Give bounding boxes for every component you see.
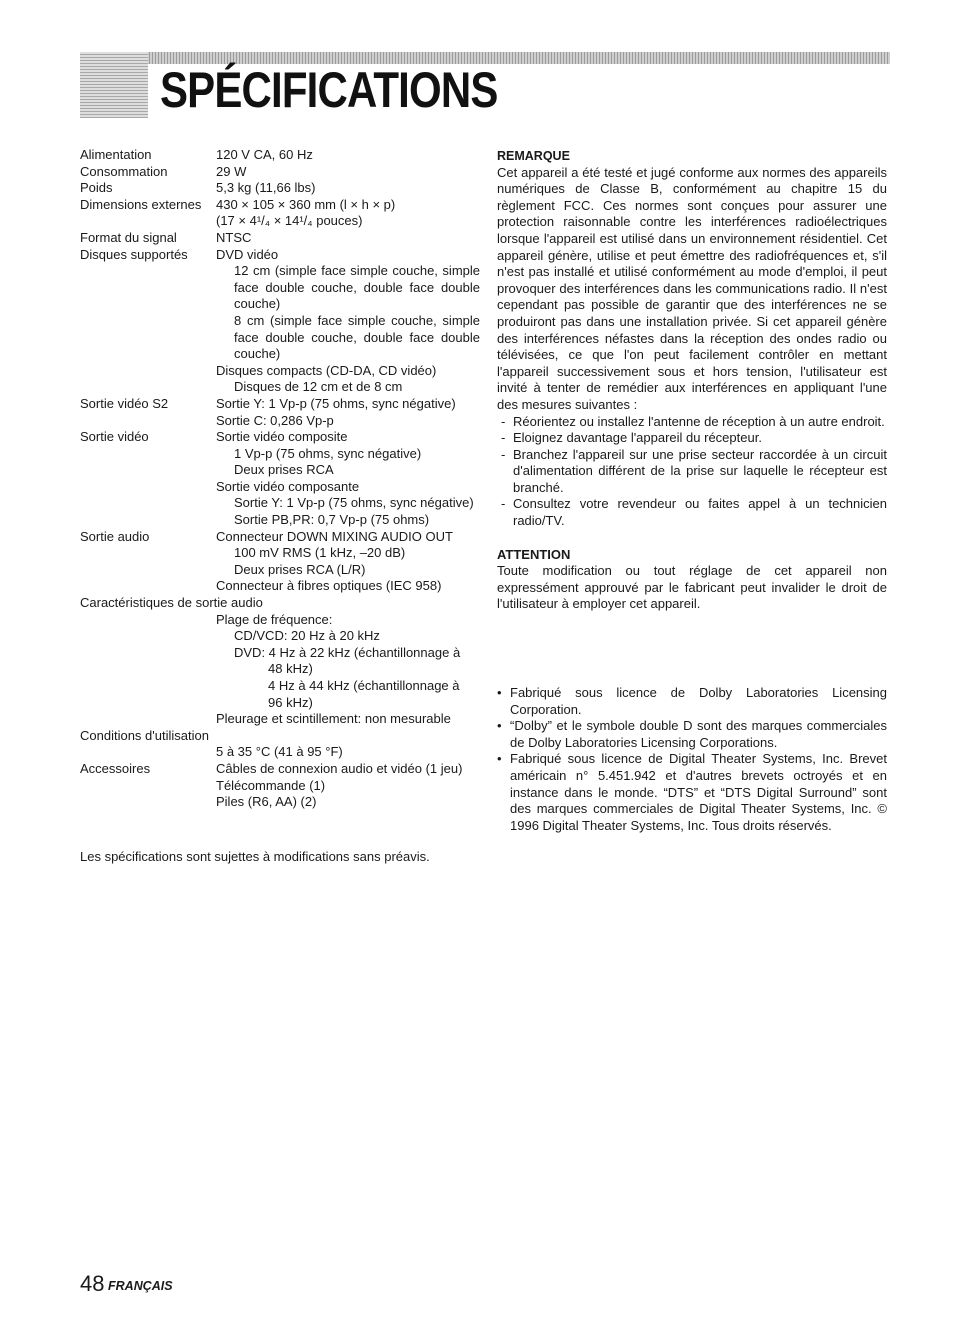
header-block	[80, 52, 148, 118]
page-title: SPÉCIFICATIONS	[160, 62, 498, 118]
trademark-note: • Fabriqué sous licence de Digital Theater Systems, Inc. Brevet américain n° 5.451.942 et d'autres brevets octroyés et en instance dans le monde. “DTS” et “DTS Digital Surround” sont des marques commerciales de Digital Theater Systems, Inc. © 1996 Digital Theater Systems, Inc. Tous droits réservés.	[510, 751, 887, 834]
spec-label: Sortie vidéo S2	[80, 395, 169, 411]
spec-value: CD/VCD: 20 Hz à 20 kHz	[234, 628, 380, 644]
spec-label: Disques supportés	[80, 246, 188, 262]
spec-value: Deux prises RCA	[234, 462, 334, 478]
spec-value: 48 kHz)	[268, 661, 313, 677]
spec-label: Poids	[80, 180, 113, 196]
spec-label: Conditions d'utilisation	[80, 727, 209, 743]
spec-label: Format du signal	[80, 229, 177, 245]
spec-value: Disques de 12 cm et de 8 cm	[234, 379, 403, 395]
remarque-measure: - Réorientez ou installez l'antenne de réception à un autre endroit.	[513, 414, 887, 431]
spec-value: 100 mV RMS (1 kHz, –20 dB)	[234, 545, 406, 561]
spec-entry	[80, 247, 480, 396]
spec-value: 29 W	[216, 163, 247, 179]
spec-entry	[80, 396, 480, 429]
remarque-measure: - Eloignez davantage l'appareil du récepteur.	[513, 430, 887, 447]
remarque-measure: - Consultez votre revendeur ou faites appel à un technicien radio/TV.	[513, 496, 887, 529]
spec-value: 96 kHz)	[268, 694, 313, 710]
spec-entry	[80, 230, 480, 247]
spec-entry	[80, 728, 480, 761]
specifications-footnote: Les spécifications sont sujettes à modifications sans préavis.	[80, 849, 430, 864]
spec-value: 5,3 kg (11,66 lbs)	[216, 180, 316, 196]
spec-value: Télécommande (1)	[216, 777, 326, 793]
spec-label: Caractéristiques de sortie audio	[80, 595, 263, 611]
spec-entry	[80, 595, 480, 728]
spec-value: 4 Hz à 44 kHz (échantillonnage à	[268, 678, 460, 693]
spec-label: Accessoires	[80, 760, 151, 776]
spec-value: 5 à 35 °C (41 à 95 °F)	[216, 744, 343, 760]
spec-value: Sortie vidéo composite	[216, 429, 348, 445]
remarque-measure: - Branchez l'appareil sur une prise secteur raccordée à un circuit d'alimentation différent de la prise sur laquelle le récepteur est branché.	[513, 447, 887, 497]
spec-entry	[80, 164, 480, 181]
spec-value: 430 × 105 × 360 mm (l × h × p)	[216, 196, 396, 212]
spec-value: (17 × 4¹/₄ × 14¹/₄ pouces)	[216, 213, 363, 229]
attention-heading: ATTENTION	[497, 546, 571, 562]
page-language: FRANÇAIS	[108, 1279, 173, 1293]
trademark-note: • “Dolby” et le symbole double D sont des marques commerciales de Dolby Laboratories Licensing Corporations.	[510, 718, 887, 751]
spec-value: Disques compacts (CD-DA, CD vidéo)	[216, 362, 437, 378]
spec-value: Connecteur à fibres optiques (IEC 958)	[216, 578, 442, 594]
remarque-heading: REMARQUE	[497, 149, 570, 163]
spec-value: Câbles de connexion audio et vidéo (1 jeu)	[216, 760, 463, 776]
page-number: 48	[80, 1271, 105, 1296]
spec-value: 8 cm (simple face simple couche, simple face double couche, double face double couche)	[234, 312, 480, 362]
spec-entry	[80, 147, 480, 164]
spec-value: Deux prises RCA (L/R)	[234, 561, 366, 577]
spec-value: Sortie PB,PR: 0,7 Vp-p (75 ohms)	[234, 512, 430, 528]
spec-label: Dimensions externes	[80, 196, 202, 212]
spec-value: Connecteur DOWN MIXING AUDIO OUT	[216, 528, 453, 544]
spec-value: 12 cm (simple face simple couche, simple face double couche, double face double couche)	[234, 263, 480, 312]
spec-value: DVD: 4 Hz à 22 kHz (échantillonnage à	[234, 644, 461, 660]
remarks-column	[497, 148, 887, 613]
spec-label: Sortie vidéo	[80, 429, 149, 445]
spec-value: Pleurage et scintillement: non mesurable	[216, 711, 451, 727]
spec-value: Sortie Y: 1 Vp-p (75 ohms, sync négative)	[234, 495, 474, 511]
spec-value: Piles (R6, AA) (2)	[216, 794, 317, 810]
spec-value: 1 Vp-p (75 ohms, sync négative)	[234, 445, 422, 461]
spec-value: Sortie C: 0,286 Vp-p	[216, 412, 334, 428]
specifications-list	[80, 147, 480, 811]
spec-entry	[80, 180, 480, 197]
spec-value: 120 V CA, 60 Hz	[216, 147, 313, 162]
spec-entry	[80, 529, 480, 595]
trademark-notes	[497, 685, 887, 834]
attention-paragraph: Toute modification ou tout réglage de cet appareil non expressément approuvé par le fabricant peut invalider le droit de l'utilisateur à employer cet appareil.	[497, 563, 887, 612]
spec-value: DVD vidéo	[216, 246, 279, 262]
spec-label: Alimentation	[80, 147, 152, 162]
trademark-note: • Fabriqué sous licence de Dolby Laboratories Licensing Corporation.	[510, 685, 887, 718]
spec-label: Consommation	[80, 163, 168, 179]
spec-entry	[80, 761, 480, 811]
spec-value: Plage de fréquence:	[216, 611, 333, 627]
spec-entry	[80, 429, 480, 529]
spec-value: NTSC	[216, 229, 252, 245]
spec-entry	[80, 197, 480, 230]
remarque-paragraph: Cet appareil a été testé et jugé conforme aux normes des appareils numériques de Classe B, conformément au chapitre 15 du règlement FCC. Ces normes sont conçues pour assurer une protection raisonnable contre les interférences radioélectriques lorsque l'appareil est utilisé dans un environnement résidentiel. Cet appareil génère, utilise et peut émettre des radiofréquences et, s'il n'est pas installé et utilisé conformément au mode d'emploi, il peut provoquer des interférences dans les communications radio. Il n'est cependant pas possible de garantir que des interférences ne se produiront pas dans une installation privée. Si cet appareil génère des interférences néfastes dans la réception des ondes radio ou télévisées, ce que l'on peut facilement contrôler en mettant l'appareil successivement sous et hors tension, l'utilisateur est invité à tenter de remédier aux interférences en appliquant l'une des mesures suivantes :	[497, 164, 887, 412]
spec-value: Sortie vidéo composante	[216, 478, 360, 494]
remarque-measures-list	[497, 414, 887, 530]
spec-label: Sortie audio	[80, 528, 150, 544]
spec-value: Sortie Y: 1 Vp-p (75 ohms, sync négative)	[216, 395, 456, 411]
